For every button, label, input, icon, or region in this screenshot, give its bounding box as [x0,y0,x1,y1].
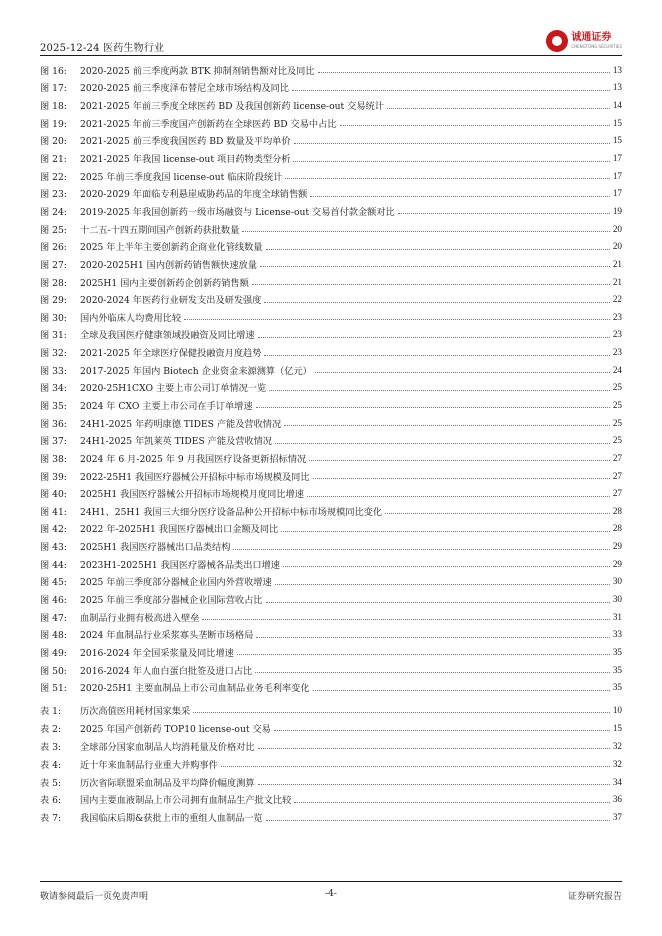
entry-label: 图 41: [40,506,67,518]
entry-page-number: 27 [612,488,622,499]
header-date-industry: 2025-12-24 医药生物行业 [40,43,165,54]
table-entry[interactable] [40,701,622,719]
entry-label: 表 6: [40,795,62,807]
entry-page-number: 37 [612,812,622,823]
entry-title: 全球部分国家血制品人均消耗量及价格对比 [80,741,255,753]
figure-entry[interactable] [40,308,622,326]
dot-leader [275,443,610,444]
entry-page-number: 22 [612,294,622,305]
entry-label: 图 50: [40,665,67,677]
dot-leader [307,496,610,497]
entry-title: 2025 年前三季度部分器械企业国内外营收增速 [80,577,272,589]
figure-entry[interactable] [40,61,622,79]
entry-title: 2025 年前三季度我国 license-out 临床阶段统计 [80,171,283,183]
dot-leader [184,319,610,320]
figure-entry[interactable] [40,626,622,644]
figure-entry[interactable] [40,608,622,626]
entry-page-number: 30 [612,576,622,587]
dot-leader [283,566,610,567]
entry-title: 我国临床后期&获批上市的重组人血制品一览 [80,813,263,825]
entry-label: 图 18: [40,101,67,113]
entry-page-number: 15 [612,117,622,128]
entry-label: 图 37: [40,436,67,448]
dot-leader [264,302,609,303]
figure-entry[interactable] [40,520,622,538]
entry-page-number: 27 [612,470,622,481]
entry-label: 表 1: [40,705,62,717]
entry-page-number: 13 [612,64,622,75]
dot-leader [193,712,610,713]
figure-entry[interactable] [40,590,622,608]
entry-label: 图 38: [40,453,67,465]
dot-leader [294,802,610,803]
figure-entry[interactable] [40,678,622,696]
entry-label: 图 16: [40,65,67,77]
entry-label: 图 30: [40,312,67,324]
dot-leader [318,72,610,73]
dot-leader [281,531,610,532]
entry-page-number: 13 [612,82,622,93]
entry-title: 2020-2024 年医药行业研发支出及研发强度 [80,295,262,307]
entry-page-number: 35 [612,664,622,675]
entry-label: 图 47: [40,612,67,624]
figure-entry[interactable] [40,114,622,132]
figure-entry[interactable] [40,502,622,520]
entry-title: 2022-25H1 我国医疗器械公开招标中标市场规模及同比 [80,471,310,483]
entry-page-number: 17 [612,153,622,164]
entry-title: 24H1、25H1 我国三大细分医疗设备品种公开招标中标市场规模同比变化 [80,506,383,518]
entry-title: 2017-2025 年国内 Biotech 企业资金来源测算（亿元） [80,365,312,377]
header-rule [40,55,622,56]
entry-label: 图 31: [40,330,67,342]
figure-entry[interactable] [40,484,622,502]
entry-title: 2019-2025 年我国创新药一级市场融资与 License-out 交易首付款金额对比 [80,206,395,218]
entry-label: 图 21: [40,154,67,166]
entry-title: 2025 年国产创新药 TOP10 license-out 交易 [80,723,271,735]
entry-page-number: 29 [612,541,622,552]
entry-label: 图 36: [40,418,67,430]
figure-entry[interactable] [40,431,622,449]
figure-entry[interactable] [40,132,622,150]
figure-entry[interactable] [40,220,622,238]
entry-label: 图 42: [40,524,67,536]
dot-leader [266,249,610,250]
entry-page-number: 34 [612,776,622,787]
entry-label: 表 7: [40,813,62,825]
entry-title: 2025H1 我国医疗器械出口品类结构 [80,542,231,554]
dot-leader [202,619,609,620]
entry-page-number: 30 [612,594,622,605]
entry-label: 图 29: [40,295,67,307]
entry-title: 2022 年-2025H1 我国医疗器械出口金额及同比 [80,524,279,536]
dot-leader [258,784,610,785]
dot-leader [237,654,610,655]
table-entry[interactable] [40,808,622,826]
dot-leader [309,460,610,461]
dot-leader [242,231,610,232]
entry-page-number: 24 [612,364,622,375]
figure-entry[interactable] [40,326,622,344]
figure-entry[interactable] [40,396,622,414]
entry-title: 2021-2025 前三季度我国医药 BD 数量及平均单价 [80,136,291,148]
entry-title: 十二五-十四五期间国产创新药获批数量 [80,224,240,236]
dot-leader [284,425,610,426]
entry-label: 表 4: [40,759,62,771]
entry-label: 表 3: [40,741,62,753]
entry-label: 图 43: [40,542,67,554]
dot-leader [221,766,610,767]
entry-title: 2024 年 6 月-2025 年 9 月我国医疗设备更新招标情况 [80,453,307,465]
entry-page-number: 35 [612,682,622,693]
entry-page-number: 15 [612,722,622,733]
entry-label: 表 5: [40,777,62,789]
logo-mark-icon [546,30,568,52]
dot-leader [310,196,609,197]
entry-page-number: 25 [612,417,622,428]
page-header [40,26,622,54]
entry-page-number: 17 [612,170,622,181]
footer-disclaimer: 敬请参阅最后一页免责声明 [40,892,149,902]
entry-title: 24H1-2025 年凯莱英 TIDES 产能及营收情况 [80,436,272,448]
entry-label: 图 32: [40,348,67,360]
entry-page-number: 25 [612,435,622,446]
entry-label: 图 23: [40,189,67,201]
table-entry[interactable] [40,773,622,791]
dot-leader [269,390,610,391]
entry-label: 图 48: [40,630,67,642]
dot-leader [258,337,610,338]
entry-title: 2020-25H1 主要血制品上市公司血制品业务毛利率变化 [80,683,310,695]
entry-title: 历次高值医用耗材国家集采 [80,705,191,717]
figure-entry[interactable] [40,555,622,573]
entry-title: 2020-2025H1 国内创新药销售额快速放量 [80,259,257,271]
entry-label: 图 24: [40,206,67,218]
entry-label: 图 26: [40,242,67,254]
entry-title: 2021-2025 年前三季度国产创新药在全球医药 BD 交易中占比 [80,118,337,130]
entry-title: 国内主要血液制品上市公司拥有血制品生产批文比较 [80,795,292,807]
entry-page-number: 23 [612,311,622,322]
figure-entry[interactable] [40,167,622,185]
figure-entry[interactable] [40,537,622,555]
figure-entry[interactable] [40,643,622,661]
dot-leader [233,549,609,550]
dot-leader [293,161,609,162]
dot-leader [266,602,610,603]
entry-page-number: 20 [612,223,622,234]
entry-page-number: 25 [612,399,622,410]
entry-title: 24H1-2025 年药明康德 TIDES 产能及营收情况 [80,418,282,430]
entry-label: 图 28: [40,277,67,289]
dot-leader [292,90,610,91]
dot-leader [260,266,610,267]
dot-leader [294,143,610,144]
figure-entry[interactable] [40,414,622,432]
table-entry[interactable] [40,790,622,808]
figure-entry[interactable] [40,467,622,485]
entry-page-number: 14 [612,100,622,111]
entry-page-number: 21 [612,258,622,269]
entry-title: 国内外临床人均费用比较 [80,312,182,324]
entry-label: 图 20: [40,136,67,148]
entry-title: 2024 年血制品行业采浆寡头垄断市场格局 [80,630,254,642]
entry-label: 图 34: [40,383,67,395]
entry-label: 图 51: [40,683,67,695]
entry-page-number: 28 [612,505,622,516]
entry-title: 2021-2025 年我国 license-out 项目药物类型分析 [80,154,291,166]
figure-entry[interactable] [40,255,622,273]
table-index [40,701,622,826]
entry-label: 图 19: [40,118,67,130]
footer-page-number: -4- [325,889,337,899]
entry-title: 近十年来血制品行业重大并购事件 [80,759,218,771]
entry-title: 2025 年上半年主要创新药企商业化管线数量 [80,242,263,254]
entry-page-number: 29 [612,558,622,569]
figure-entry[interactable] [40,661,622,679]
dot-leader [258,748,610,749]
figure-entry[interactable] [40,149,622,167]
dot-leader [385,513,610,514]
entry-page-number: 21 [612,276,622,287]
entry-title: 历次省际联盟采血制品及平均降价幅度测算 [80,777,255,789]
entry-title: 2020-2029 年面临专利悬崖威胁药品的年度全球销售额 [80,189,308,201]
logo-text [571,33,622,49]
logo-name-en: CHENGTONG SECURITIES [571,44,622,49]
figure-entry[interactable] [40,79,622,97]
entry-title: 2016-2024 年全国采浆量及同比增速 [80,647,234,659]
entry-page-number: 35 [612,646,622,657]
figure-entry[interactable] [40,237,622,255]
entry-page-number: 15 [612,135,622,146]
entry-label: 图 45: [40,577,67,589]
figure-entry[interactable] [40,573,622,591]
entry-title: 2020-2025 前三季度两款 BTK 抑制剂销售额对比及同比 [80,65,315,77]
dot-leader [313,690,610,691]
dot-leader [275,584,610,585]
figure-index [40,61,622,696]
entry-label: 图 46: [40,595,67,607]
entry-label: 图 33: [40,365,67,377]
entry-page-number: 33 [612,629,622,640]
dot-leader [285,178,609,179]
entry-title: 2025H1 我国医疗器械公开招标市场规模月度同比增速 [80,489,304,501]
entry-page-number: 36 [612,794,622,805]
entry-label: 图 49: [40,647,67,659]
entry-label: 图 25: [40,224,67,236]
entry-page-number: 27 [612,452,622,463]
entry-title: 2020-2025 前三季度泽布替尼全球市场结构及同比 [80,83,289,95]
dot-leader [252,284,610,285]
figure-entry[interactable] [40,96,622,114]
figure-entry[interactable] [40,273,622,291]
entry-title: 2020-25H1CXO 主要上市公司订单情况一览 [80,383,267,395]
dot-leader [255,672,610,673]
dot-leader [256,637,610,638]
logo-name-cn: 诚通证券 [571,32,612,43]
entry-title: 2023H1-2025H1 我国医疗器械各品类出口增速 [80,559,280,571]
entry-label: 图 39: [40,471,67,483]
table-entry[interactable] [40,737,622,755]
dot-leader [313,478,610,479]
dot-leader [398,213,610,214]
dot-leader [264,355,609,356]
entry-title: 2021-2025 年前三季度全球医药 BD 及我国创新药 license-out 交易统计 [80,101,384,113]
entry-title: 2025H1 国内主要创新药企创新药销售额 [80,277,249,289]
company-logo [546,28,622,54]
figure-entry[interactable] [40,343,622,361]
entry-title: 血制品行业拥有极高进入壁垒 [80,612,200,624]
entry-label: 表 2: [40,723,62,735]
entry-page-number: 25 [612,382,622,393]
dot-leader [315,372,610,373]
entry-label: 图 22: [40,171,67,183]
entry-page-number: 32 [612,740,622,751]
dot-leader [387,108,610,109]
table-entry[interactable] [40,719,622,737]
entry-page-number: 10 [612,704,622,715]
entry-label: 图 17: [40,83,67,95]
entry-page-number: 23 [612,347,622,358]
dot-leader [256,407,610,408]
table-entry[interactable] [40,755,622,773]
dot-leader [266,820,610,821]
entry-page-number: 20 [612,241,622,252]
page-footer [40,889,622,903]
entry-label: 图 27: [40,259,67,271]
entry-page-number: 23 [612,329,622,340]
dot-leader [340,125,610,126]
figure-entry[interactable] [40,379,622,397]
entry-title: 2025 年前三季度部分器械企业国际营收占比 [80,595,263,607]
figure-entry[interactable] [40,290,622,308]
entry-title: 2016-2024 年人血白蛋白批签及进口占比 [80,665,253,677]
figure-entry[interactable] [40,449,622,467]
figure-entry[interactable] [40,361,622,379]
entry-page-number: 17 [612,188,622,199]
entry-page-number: 32 [612,758,622,769]
dot-leader [274,730,610,731]
entry-title: 全球及我国医疗健康领域投融资及同比增速 [80,330,255,342]
footer-report-type: 证券研究报告 [567,892,622,902]
entry-title: 2021-2025 年全球医疗保健投融资月度趋势 [80,348,262,360]
entry-label: 图 40: [40,489,67,501]
entry-page-number: 19 [612,205,622,216]
footer-rule [40,881,622,882]
entry-label: 图 44: [40,559,67,571]
figure-entry[interactable] [40,202,622,220]
figure-entry[interactable] [40,184,622,202]
entry-page-number: 28 [612,523,622,534]
entry-title: 2024 年 CXO 主要上市公司在手订单增速 [80,400,253,412]
entry-label: 图 35: [40,400,67,412]
entry-page-number: 31 [612,611,622,622]
